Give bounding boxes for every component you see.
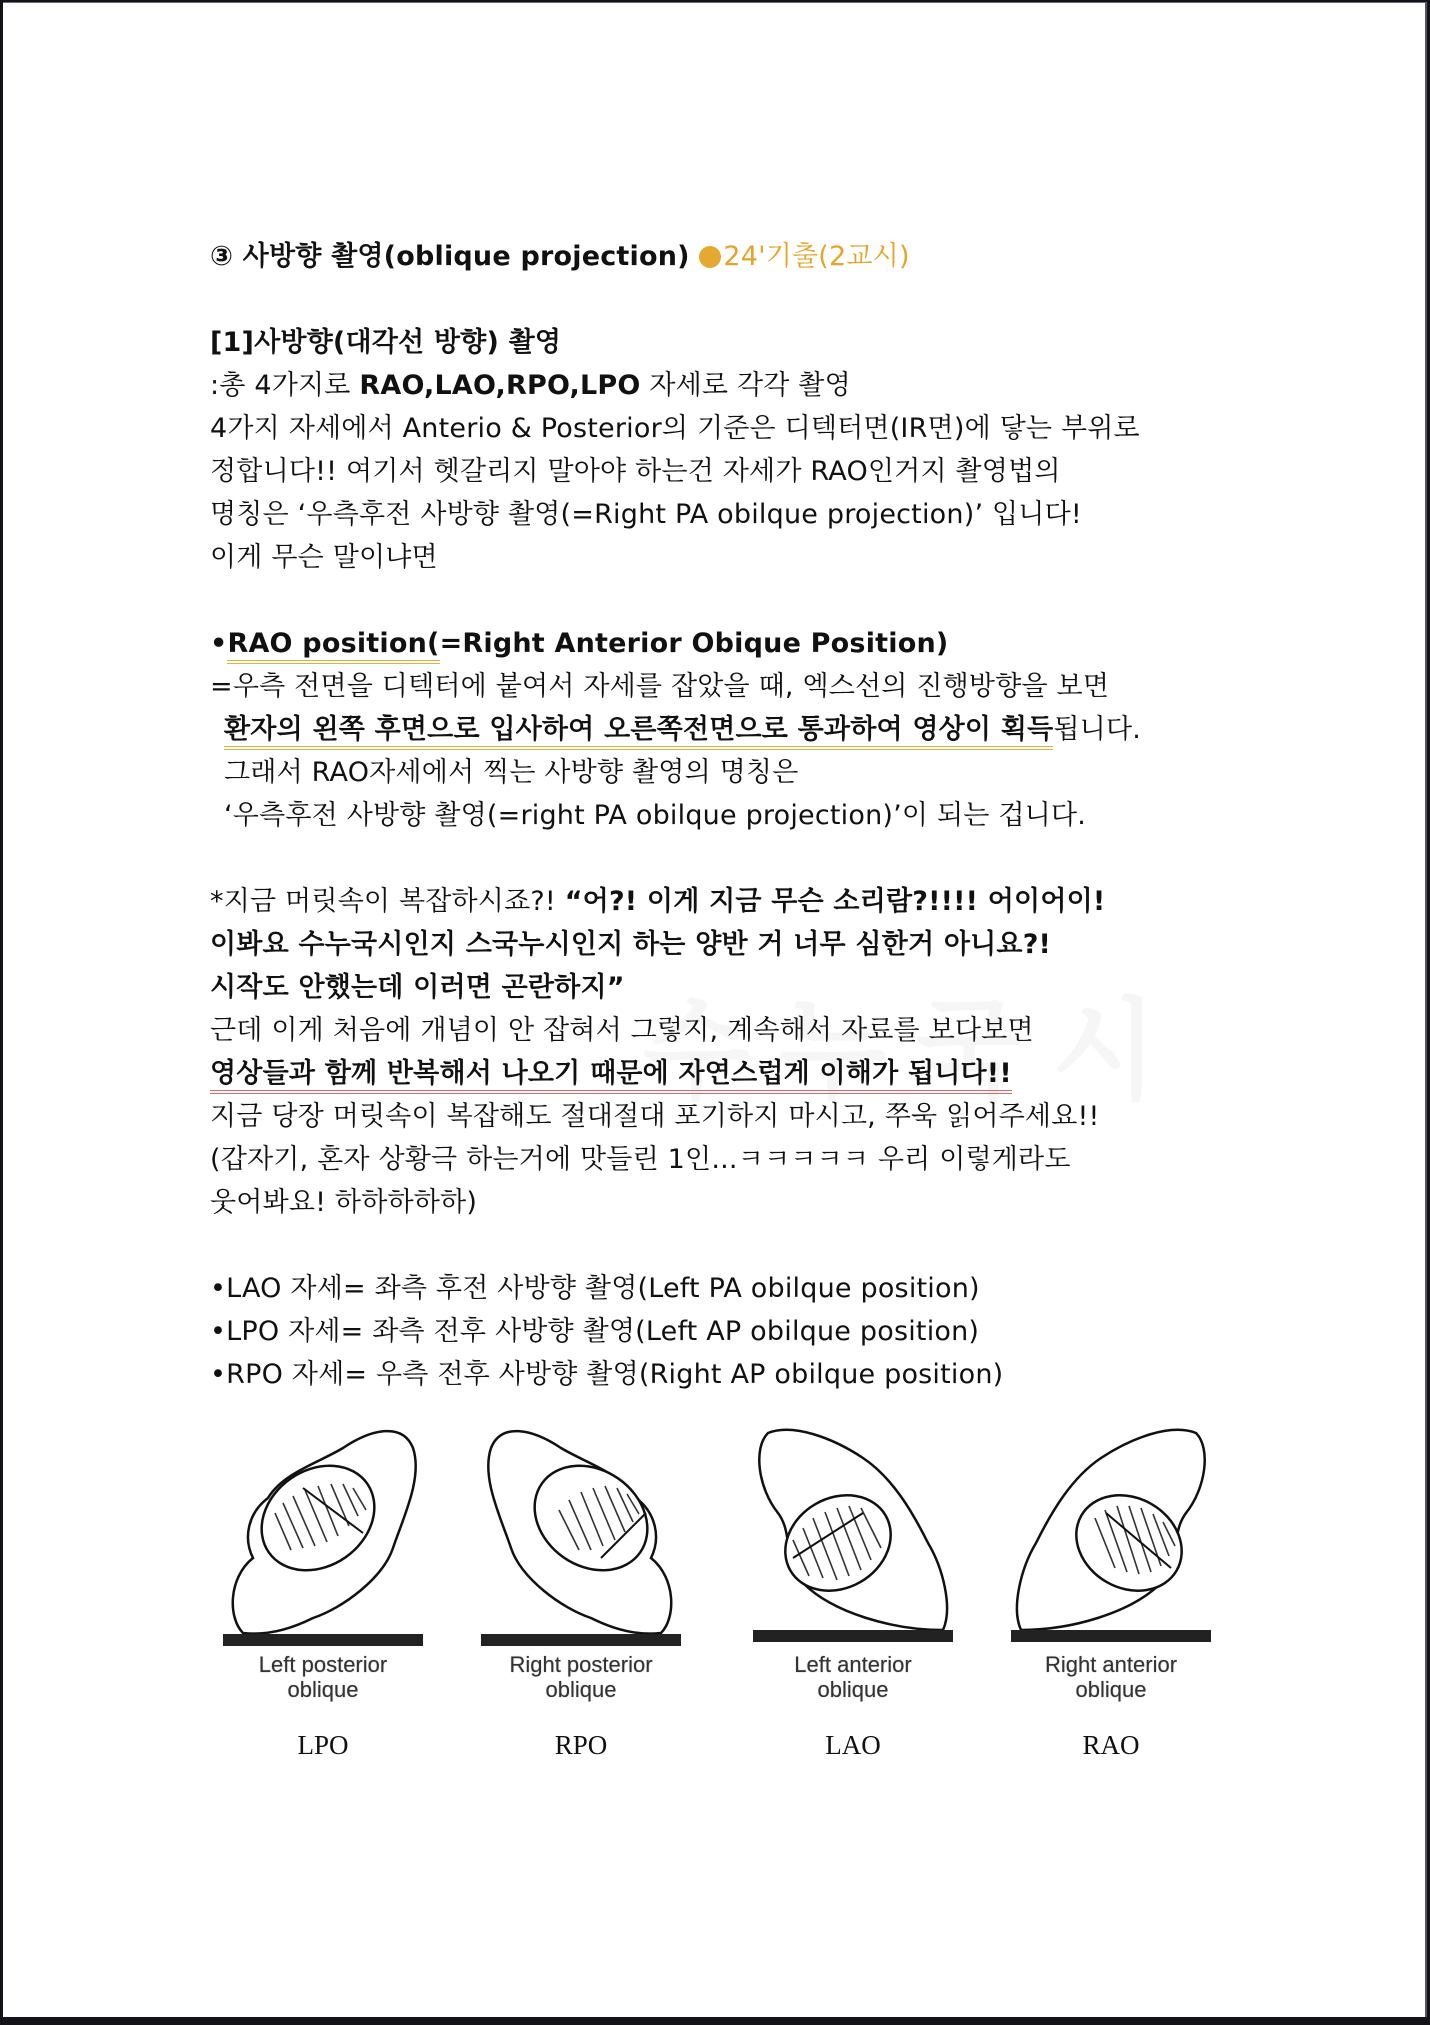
position-lao: •LAO 자세= 좌측 후전 사방향 촬영(Left PA obilque position) (210, 1273, 980, 1304)
aside-line-8: 웃어봐요! 하하하하하) (210, 1187, 478, 1218)
figure-rpo (476, 1418, 686, 1761)
figure-code: RAO (1082, 1730, 1140, 1760)
oblique-figures (208, 1418, 1228, 1778)
position-lpo: •LPO 자세= 좌측 전후 사방향 촬영(Left AP obilque position) (210, 1316, 980, 1347)
aside-line-3: 시작도 안했는데 이러면 곤란하지” (210, 972, 625, 1003)
intro-line-3: 정합니다!! 여기서 헷갈리지 말아야 하는건 자세가 RAO인거지 촬영법의 (210, 456, 1061, 487)
bullet: • (210, 628, 228, 659)
rpo-diagram-icon (481, 1418, 681, 1648)
aside-line-7: (갑자기, 혼자 상황극 하는거에 맛들린 1인...ㅋㅋㅋㅋㅋ 우리 이렇게라도 (210, 1144, 1071, 1175)
aside-quote: “어?! 이게 지금 무슨 소리람?!!!! 어이어이! (564, 886, 1106, 917)
figure-caption: Right posterior oblique (509, 1652, 653, 1702)
intro-text: :총 4가지로 (210, 370, 360, 401)
figure-caption: Left anterior oblique (794, 1652, 912, 1702)
document-page (3, 2, 1427, 2017)
intro-line-2: 4가지 자세에서 Anterio & Posterior의 기준은 디텍터면(IR면)에 닿는 부위로 (210, 413, 1140, 444)
figure-caption: Left posterior oblique (258, 1652, 388, 1702)
aside-line-2: 이봐요 수누국시인지 스국누시인지 하는 양반 거 너무 심한거 아니요?! (210, 929, 1052, 960)
aside-line-5 (210, 1052, 1230, 1095)
lao-diagram-icon (753, 1418, 953, 1648)
rao-heading (210, 622, 1230, 665)
figure-rao (1006, 1418, 1216, 1761)
aside-key-sentence: 영상들과 함께 반복해서 나오기 때문에 자연스럽게 이해가 됩니다!! (210, 1058, 1012, 1094)
figure-lao (748, 1418, 958, 1761)
document-content (210, 235, 1230, 1396)
intro-line-4: 명칭은 ‘우측후전 사방향 촬영(=Right PA obilque projection)’ 입니다! (210, 499, 1082, 530)
figure-caption: Right anterior oblique (1044, 1652, 1178, 1702)
aside-normal: *지금 머릿속이 복잡하시죠?! (210, 886, 565, 917)
section-heading: [1]사방향(대각선 방향) 촬영 (210, 327, 562, 358)
aside-line-1 (210, 880, 1230, 923)
figure-lpo (218, 1418, 428, 1761)
rao-line-2-rest: 됩니다. (1053, 714, 1142, 745)
section-number: ③ (210, 241, 234, 272)
aside-line-6: 지금 당장 머릿속이 복잡해도 절대절대 포기하지 마시고, 쭈욱 읽어주세요!! (210, 1101, 1100, 1132)
figure-code: LPO (297, 1730, 349, 1760)
lpo-diagram-icon (223, 1418, 423, 1648)
exam-badge-text: 24'기출(2교시) (723, 241, 910, 272)
figure-code: RPO (554, 1730, 608, 1760)
rao-line-2 (210, 708, 1230, 751)
page-title (210, 235, 1230, 278)
positions-list: RAO,LAO,RPO,LPO (359, 370, 641, 401)
figure-code: LAO (825, 1730, 881, 1760)
position-rpo: •RPO 자세= 우측 전후 사방향 촬영(Right AP obilque position) (210, 1359, 1004, 1390)
rao-heading-rest: =Right Anterior Obique Position) (439, 628, 949, 659)
rao-line-4: ‘우측후전 사방향 촬영(=right PA obilque projection)’이 되는 겁니다. (224, 800, 1086, 831)
exam-dot-icon (699, 246, 721, 268)
rao-line-3: 그래서 RAO자세에서 찍는 사방향 촬영의 명칭은 (224, 757, 799, 788)
intro-line-5: 이게 무슨 말이냐면 (210, 542, 438, 573)
rao-heading-highlight: RAO position( (227, 628, 439, 664)
rao-diagram-icon (1011, 1418, 1211, 1648)
rao-line-1: =우측 전면을 디텍터에 붙여서 자세를 잡았을 때, 엑스선의 진행방향을 보면 (210, 671, 1110, 702)
aside-line-4: 근데 이게 처음에 개념이 안 잡혀서 그렇지, 계속해서 자료를 보다보면 (210, 1015, 1034, 1046)
exam-badge (699, 241, 909, 272)
intro-line-1 (210, 364, 1230, 407)
title-text: 사방향 촬영(oblique projection) (242, 241, 690, 272)
rao-key-sentence: 환자의 왼쪽 후면으로 입사하여 오른쪽전면으로 통과하여 영상이 획득 (224, 714, 1053, 750)
intro-text: 자세로 각각 촬영 (640, 370, 851, 401)
